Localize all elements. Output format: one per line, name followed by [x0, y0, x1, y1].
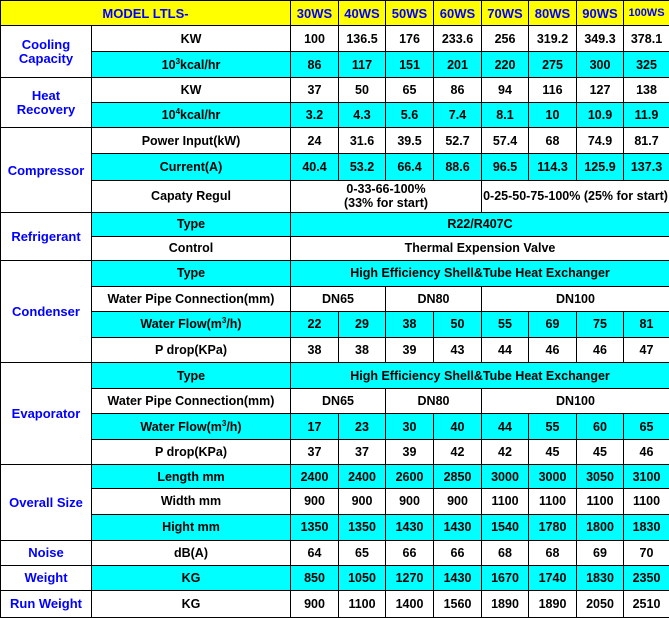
value-cell: 4.3 — [339, 103, 386, 128]
value-cell: 88.6 — [434, 154, 482, 180]
value-cell: 117 — [339, 52, 386, 78]
label-superscript: 3 — [175, 56, 181, 66]
value-cell: 45 — [577, 440, 624, 465]
table-row — [1, 236, 669, 260]
value-cell: 325 — [624, 52, 669, 78]
row-label: KG — [92, 590, 291, 617]
value-cell: 68 — [482, 540, 529, 565]
value-cell: 1350 — [339, 514, 386, 540]
value-cell: 38 — [339, 338, 386, 363]
row-label: P drop(KPa) — [92, 440, 291, 465]
exchanger-type-value: High Efficiency Shell&Tube Heat Exchanger — [291, 260, 669, 286]
value-cell: 10 — [529, 103, 577, 128]
pipe-connection-value: DN100 — [482, 286, 669, 311]
value-cell: 319.2 — [529, 26, 577, 52]
row-label — [92, 414, 291, 440]
value-cell: 1890 — [482, 590, 529, 617]
value-cell: 2600 — [386, 465, 434, 489]
table-row — [1, 540, 669, 565]
value-cell: 1350 — [291, 514, 339, 540]
table-row — [1, 180, 669, 212]
value-cell: 2400 — [339, 465, 386, 489]
value-cell: 1050 — [339, 565, 386, 590]
value-cell: 220 — [482, 52, 529, 78]
model-header: 90WS — [577, 1, 624, 26]
value-cell: 2350 — [624, 565, 669, 590]
label-superscript: 4 — [175, 107, 181, 117]
value-cell: 50 — [339, 78, 386, 103]
value-cell: 900 — [434, 489, 482, 514]
value-cell: 55 — [482, 311, 529, 337]
value-cell: 10.9 — [577, 103, 624, 128]
value-cell: 23 — [339, 414, 386, 440]
value-cell: 100 — [291, 26, 339, 52]
value-cell: 1100 — [482, 489, 529, 514]
value-cell: 1100 — [339, 590, 386, 617]
table-row — [1, 212, 669, 236]
value-cell: 44 — [482, 414, 529, 440]
table-row — [1, 338, 669, 363]
value-cell: 46 — [577, 338, 624, 363]
value-cell: 137.3 — [624, 154, 669, 180]
value-cell: 37 — [339, 440, 386, 465]
value-cell: 125.9 — [577, 154, 624, 180]
table-row — [1, 440, 669, 465]
table-row — [1, 590, 669, 617]
value-cell: 42 — [434, 440, 482, 465]
label-text: kcal/hr — [180, 108, 221, 123]
table-row — [1, 26, 669, 52]
value-cell: 38 — [386, 311, 434, 337]
value-cell: 42 — [482, 440, 529, 465]
value-cell: 69 — [529, 311, 577, 337]
model-header: 50WS — [386, 1, 434, 26]
value-cell: 114.3 — [529, 154, 577, 180]
row-label: dB(A) — [92, 540, 291, 565]
value-cell: 47 — [624, 338, 669, 363]
value-cell: 52.7 — [434, 128, 482, 154]
value-cell: 2850 — [434, 465, 482, 489]
value-cell: 37 — [291, 78, 339, 103]
label-text: 10 — [161, 57, 176, 72]
value-cell: 3000 — [529, 465, 577, 489]
table-row — [1, 1, 669, 26]
row-label: Capaty Regul — [92, 180, 291, 212]
value-cell: 40 — [434, 414, 482, 440]
value-cell: 96.5 — [482, 154, 529, 180]
value-cell: 900 — [291, 489, 339, 514]
value-cell: 201 — [434, 52, 482, 78]
value-cell: 53.2 — [339, 154, 386, 180]
value-cell: 1670 — [482, 565, 529, 590]
value-cell: 349.3 — [577, 26, 624, 52]
value-cell: 1270 — [386, 565, 434, 590]
pipe-connection-value: DN80 — [386, 286, 482, 311]
value-cell: 2510 — [624, 590, 669, 617]
row-label: Hight mm — [92, 514, 291, 540]
value-cell: 1780 — [529, 514, 577, 540]
value-cell: 81 — [624, 311, 669, 337]
value-cell: 46 — [624, 440, 669, 465]
value-cell: 11.9 — [624, 103, 669, 128]
value-cell: 3000 — [482, 465, 529, 489]
value-cell: 31.6 — [339, 128, 386, 154]
value-cell: 17 — [291, 414, 339, 440]
label-text: /h) — [226, 317, 242, 332]
table-row — [1, 389, 669, 414]
model-header: 30WS — [291, 1, 339, 26]
category-heat-recovery: Heat Recovery — [1, 78, 92, 128]
value-cell: 151 — [386, 52, 434, 78]
value-cell: 50 — [434, 311, 482, 337]
value-cell: 66 — [386, 540, 434, 565]
value-cell: 43 — [434, 338, 482, 363]
row-label: Width mm — [92, 489, 291, 514]
value-cell: 45 — [529, 440, 577, 465]
row-label: Type — [92, 212, 291, 236]
regul-line: 0-33-66-100% — [346, 182, 426, 197]
value-cell: 3.2 — [291, 103, 339, 128]
value-cell: 29 — [339, 311, 386, 337]
value-cell: 39.5 — [386, 128, 434, 154]
value-cell: 1890 — [529, 590, 577, 617]
value-cell: 57.4 — [482, 128, 529, 154]
pipe-connection-value: DN100 — [482, 389, 669, 414]
label-superscript: 3 — [221, 316, 227, 326]
pipe-connection-value: DN80 — [386, 389, 482, 414]
row-label — [92, 311, 291, 337]
category-run-weight: Run Weight — [1, 590, 92, 617]
row-label — [92, 103, 291, 128]
row-label: Type — [92, 363, 291, 389]
value-cell: 66 — [434, 540, 482, 565]
capacity-regulation-group2: 0-25-50-75-100% (25% for start) — [482, 180, 669, 212]
value-cell: 74.9 — [577, 128, 624, 154]
category-cooling-capacity: Cooling Capacity — [1, 26, 92, 78]
value-cell: 65 — [624, 414, 669, 440]
value-cell: 900 — [291, 590, 339, 617]
table-row — [1, 514, 669, 540]
value-cell: 7.4 — [434, 103, 482, 128]
table-row — [1, 260, 669, 286]
value-cell: 1830 — [624, 514, 669, 540]
value-cell: 900 — [339, 489, 386, 514]
row-label: Type — [92, 260, 291, 286]
value-cell: 37 — [291, 440, 339, 465]
row-label: P drop(KPa) — [92, 338, 291, 363]
exchanger-type-value: High Efficiency Shell&Tube Heat Exchanger — [291, 363, 669, 389]
value-cell: 1740 — [529, 565, 577, 590]
table-row — [1, 52, 669, 78]
table-row — [1, 103, 669, 128]
value-cell: 55 — [529, 414, 577, 440]
label-text: Water Flow(m — [140, 317, 222, 332]
value-cell: 68 — [529, 128, 577, 154]
value-cell: 2050 — [577, 590, 624, 617]
value-cell: 22 — [291, 311, 339, 337]
value-cell: 3050 — [577, 465, 624, 489]
row-label: Length mm — [92, 465, 291, 489]
value-cell: 65 — [386, 78, 434, 103]
table-row — [1, 489, 669, 514]
category-noise: Noise — [1, 540, 92, 565]
value-cell: 378.1 — [624, 26, 669, 52]
row-label: KG — [92, 565, 291, 590]
label-text: /h) — [226, 419, 242, 434]
value-cell: 70 — [624, 540, 669, 565]
value-cell: 64 — [291, 540, 339, 565]
row-label: Current(A) — [92, 154, 291, 180]
value-cell: 66.4 — [386, 154, 434, 180]
value-cell: 81.7 — [624, 128, 669, 154]
pipe-connection-value: DN65 — [291, 286, 386, 311]
value-cell: 138 — [624, 78, 669, 103]
model-header: 70WS — [482, 1, 529, 26]
table-row — [1, 286, 669, 311]
value-cell: 233.6 — [434, 26, 482, 52]
regul-line: (33% for start) — [343, 196, 429, 211]
row-label: Control — [92, 236, 291, 260]
table-row — [1, 78, 669, 103]
value-cell: 1430 — [434, 565, 482, 590]
label-text: Water Flow(m — [140, 419, 222, 434]
model-header: 60WS — [434, 1, 482, 26]
table-row — [1, 128, 669, 154]
value-cell: 275 — [529, 52, 577, 78]
value-cell: 1830 — [577, 565, 624, 590]
value-cell: 69 — [577, 540, 624, 565]
refrigerant-type-value: R22/R407C — [291, 212, 669, 236]
category-compressor: Compressor — [1, 128, 92, 212]
value-cell: 46 — [529, 338, 577, 363]
value-cell: 1100 — [529, 489, 577, 514]
category-overall-size: Overall Size — [1, 465, 92, 540]
refrigerant-control-value: Thermal Expension Valve — [291, 236, 669, 260]
value-cell: 136.5 — [339, 26, 386, 52]
value-cell: 1540 — [482, 514, 529, 540]
value-cell: 30 — [386, 414, 434, 440]
value-cell: 900 — [386, 489, 434, 514]
value-cell: 176 — [386, 26, 434, 52]
category-evaporator: Evaporator — [1, 363, 92, 465]
label-text: kcal/hr — [180, 57, 221, 72]
row-label: KW — [92, 26, 291, 52]
pipe-connection-value: DN65 — [291, 389, 386, 414]
capacity-regulation-group1 — [291, 180, 482, 212]
category-refrigerant: Refrigerant — [1, 212, 92, 260]
value-cell: 1430 — [434, 514, 482, 540]
value-cell: 256 — [482, 26, 529, 52]
row-label: Power Input(kW) — [92, 128, 291, 154]
value-cell: 94 — [482, 78, 529, 103]
table-row — [1, 311, 669, 337]
value-cell: 39 — [386, 338, 434, 363]
value-cell: 1800 — [577, 514, 624, 540]
value-cell: 39 — [386, 440, 434, 465]
value-cell: 68 — [529, 540, 577, 565]
value-cell: 8.1 — [482, 103, 529, 128]
value-cell: 86 — [434, 78, 482, 103]
value-cell: 1560 — [434, 590, 482, 617]
model-header: 80WS — [529, 1, 577, 26]
value-cell: 60 — [577, 414, 624, 440]
value-cell: 116 — [529, 78, 577, 103]
value-cell: 24 — [291, 128, 339, 154]
model-header: 40WS — [339, 1, 386, 26]
value-cell: 850 — [291, 565, 339, 590]
row-label: Water Pipe Connection(mm) — [92, 389, 291, 414]
table-row — [1, 154, 669, 180]
value-cell: 40.4 — [291, 154, 339, 180]
row-label: Water Pipe Connection(mm) — [92, 286, 291, 311]
value-cell: 2400 — [291, 465, 339, 489]
model-header: 100WS — [624, 1, 669, 26]
value-cell: 65 — [339, 540, 386, 565]
value-cell: 75 — [577, 311, 624, 337]
label-text: 10 — [161, 108, 176, 123]
value-cell: 1430 — [386, 514, 434, 540]
category-weight: Weight — [1, 565, 92, 590]
value-cell: 86 — [291, 52, 339, 78]
value-cell: 1100 — [624, 489, 669, 514]
table-row — [1, 414, 669, 440]
row-label: KW — [92, 78, 291, 103]
value-cell: 300 — [577, 52, 624, 78]
category-condenser: Condenser — [1, 260, 92, 362]
label-superscript: 3 — [221, 418, 227, 428]
value-cell: 3100 — [624, 465, 669, 489]
value-cell: 44 — [482, 338, 529, 363]
value-cell: 38 — [291, 338, 339, 363]
table-row — [1, 465, 669, 489]
table-row — [1, 565, 669, 590]
table-row — [1, 363, 669, 389]
row-label — [92, 52, 291, 78]
value-cell: 5.6 — [386, 103, 434, 128]
model-label: MODEL LTLS- — [1, 1, 291, 26]
value-cell: 1100 — [577, 489, 624, 514]
value-cell: 127 — [577, 78, 624, 103]
value-cell: 1400 — [386, 590, 434, 617]
